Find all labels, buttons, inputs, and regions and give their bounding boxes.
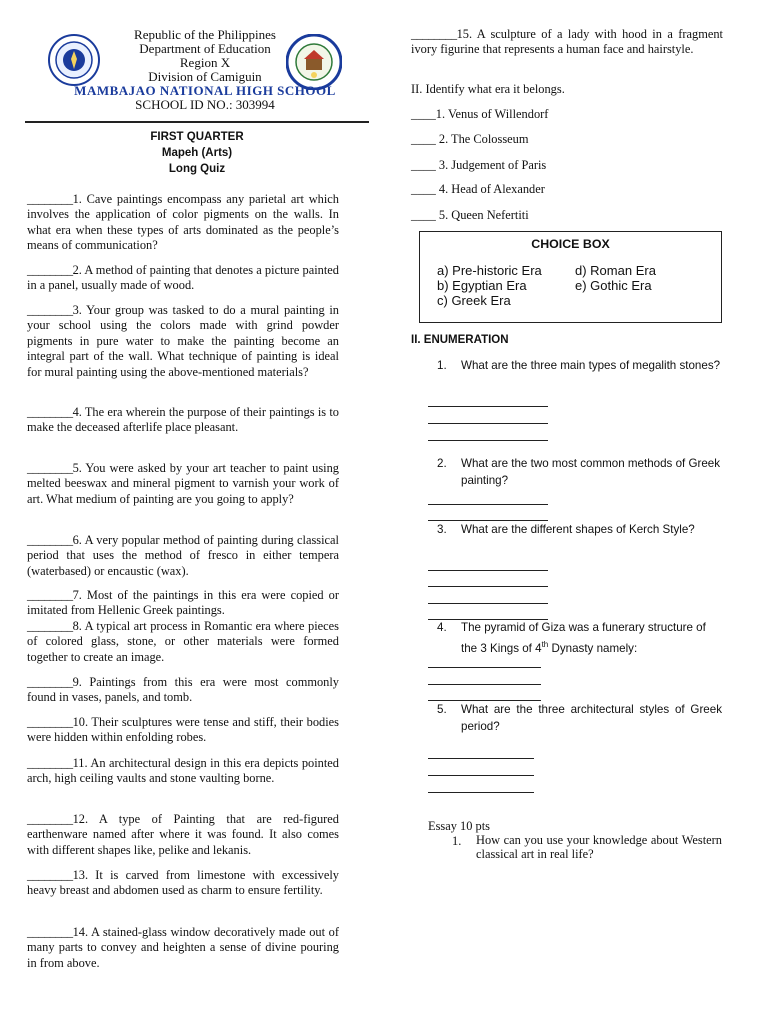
answer-line[interactable] — [428, 603, 548, 604]
answer-blank[interactable]: ________ — [27, 715, 73, 729]
subject-title: Mapeh (Arts) — [161, 147, 233, 159]
enum-text: What are the three main types of megalith stones? — [461, 359, 721, 372]
enum-item-3 — [437, 522, 722, 539]
answer-blank[interactable]: ________ — [27, 303, 73, 317]
question-6 — [27, 533, 339, 579]
answer-line[interactable] — [428, 775, 534, 776]
answer-blank[interactable]: ________ — [27, 925, 73, 939]
identify-item-1[interactable]: ____1. Venus of Willendorf — [411, 107, 549, 121]
answer-line[interactable] — [428, 700, 541, 701]
question-7 — [27, 588, 339, 619]
answer-line[interactable] — [428, 758, 534, 759]
question-12 — [27, 812, 339, 858]
choice-b: b) Egyptian Era — [437, 278, 527, 293]
question-text: 10. Their sculptures were tense and stiff, their bodies were hidden within enfolding robes. — [27, 715, 339, 745]
question-4 — [27, 405, 339, 436]
answer-blank[interactable]: ________ — [27, 263, 73, 277]
enum-text: What are the different shapes of Kerch Style? — [461, 523, 695, 536]
quarter-title: FIRST QUARTER — [150, 131, 244, 143]
school-id: SCHOOL ID NO.: 303994 — [135, 97, 275, 112]
essay-number: 1. — [452, 834, 462, 848]
question-text: 6. A very popular method of painting during classical period that uses the method of fresco in either tempera (waterbased) or encaustic (wax). — [27, 533, 339, 578]
question-text: 4. The era wherein the purpose of their paintings is to make the deceased afterlife place pleasant. — [27, 405, 339, 435]
question-text: 3. Your group was tasked to do a mural painting in your school using the colors made with grind powder pigments in pure water to make the painting become an integral part of the wall. What technique of painting is ideal for mural painting using the above-mentioned materials? — [27, 303, 339, 379]
question-text: 11. An architectural design in this era depicts pointed arch, high ceiling vaults and stone vaulting borne. — [27, 756, 339, 786]
answer-blank[interactable]: ________ — [27, 405, 73, 419]
enum-number: 4. — [437, 621, 447, 634]
choice-d: d) Roman Era — [575, 263, 656, 278]
question-10 — [27, 715, 339, 746]
answer-blank[interactable]: ________ — [27, 619, 73, 633]
enum-text-part: The pyramid of Giza was a funerary structure of the 3 Kings of 4 — [461, 621, 706, 655]
republic-line: Republic of the Philippines — [134, 27, 276, 42]
answer-line[interactable] — [428, 520, 548, 521]
ordinal-suffix: th — [541, 639, 549, 649]
region-line: Region X — [179, 55, 231, 70]
answer-line[interactable] — [428, 667, 541, 668]
enum-text: What are the two most common methods of Greek painting? — [461, 457, 721, 487]
enum-text-part: Dynasty namely: — [548, 641, 638, 655]
question-text: 14. A stained-glass window decoratively made out of many parts to convey and heighten a sense of divine pouring in from above. — [27, 925, 339, 970]
answer-blank[interactable]: ________ — [27, 812, 73, 826]
header — [0, 0, 380, 120]
question-9 — [27, 675, 339, 706]
enum-number: 2. — [437, 457, 447, 470]
question-13 — [27, 868, 339, 899]
question-1 — [27, 192, 339, 254]
answer-blank[interactable]: ________ — [27, 675, 73, 689]
enum-item-5 — [437, 702, 722, 735]
answer-blank[interactable]: ________ — [27, 461, 73, 475]
answer-line[interactable] — [428, 792, 534, 793]
department-line: Department of Education — [139, 41, 271, 56]
question-14 — [27, 925, 339, 971]
identify-item-5[interactable]: ____ 5. Queen Nefertiti — [411, 208, 529, 222]
question-2 — [27, 263, 339, 294]
answer-blank[interactable]: ________ — [27, 533, 73, 547]
header-divider — [25, 121, 369, 123]
answer-blank[interactable]: ________ — [27, 756, 73, 770]
question-text: 15. A sculpture of a lady with hood in a fragment ivory figurine that represents a human face and hairstyle. — [411, 27, 723, 57]
identify-heading: II. Identify what era it belongs. — [411, 82, 565, 96]
question-text: 5. You were asked by your art teacher to paint using melted beeswax and mineral pigment to varnish your work of art. What medium of painting are you going to apply? — [27, 461, 339, 506]
enum-number: 5. — [437, 703, 447, 716]
enum-text — [437, 620, 722, 657]
identify-item-4[interactable]: ____ 4. Head of Alexander — [411, 182, 545, 196]
answer-line[interactable] — [428, 684, 541, 685]
enum-item-1 — [437, 358, 722, 375]
choice-a: a) Pre-historic Era — [437, 263, 542, 278]
question-3 — [27, 303, 339, 380]
answer-line[interactable] — [428, 406, 548, 407]
essay-question: How can you use your knowledge about Western classical art in real life? — [476, 833, 722, 861]
question-text: 9. Paintings from this era were most commonly found in vases, panels, and tomb. — [27, 675, 339, 705]
enum-number: 3. — [437, 523, 447, 536]
choice-e: e) Gothic Era — [575, 278, 652, 293]
identify-item-2[interactable]: ____ 2. The Colosseum — [411, 132, 529, 146]
enum-number: 1. — [437, 359, 447, 372]
enum-text: What are the three architectural styles of Greek period? — [461, 703, 722, 733]
answer-line[interactable] — [428, 504, 548, 505]
division-line: Division of Camiguin — [148, 69, 262, 84]
identify-item-3[interactable]: ____ 3. Judgement of Paris — [411, 158, 547, 172]
answer-line[interactable] — [428, 440, 548, 441]
question-text: 12. A type of Painting that are red-figured earthenware named after where it was found. It also comes with different shapes like, pelike and lekanis. — [27, 812, 339, 857]
question-15 — [411, 27, 723, 58]
answer-blank[interactable]: ________ — [27, 868, 73, 882]
question-text: 1. Cave paintings encompass any parietal art which involves the application of color pigments on the walls. In what era when these types of arts dominated as the people’s means of communication? — [27, 192, 339, 253]
answer-blank[interactable]: ________ — [27, 192, 73, 206]
question-8 — [27, 619, 339, 665]
enum-item-4 — [437, 620, 722, 657]
question-text: 13. It is carved from limestone with excessively heavy breast and abdomen used as charm to ensure fertility. — [27, 868, 339, 898]
choice-c: c) Greek Era — [437, 293, 511, 308]
answer-line[interactable] — [428, 570, 548, 571]
answer-blank[interactable]: ________ — [411, 27, 457, 41]
answer-line[interactable] — [428, 586, 548, 587]
essay-title: Essay 10 pts — [428, 819, 490, 833]
question-text: 8. A typical art process in Romantic era where pieces of colored glass, stone, or other materials were formed together to create an image. — [27, 619, 339, 664]
question-text: 2. A method of painting that denotes a picture painted in a panel, usually made of wood. — [27, 263, 339, 293]
choice-box — [419, 231, 722, 323]
question-11 — [27, 756, 339, 787]
question-5 — [27, 461, 339, 507]
answer-line[interactable] — [428, 423, 548, 424]
question-text: 7. Most of the paintings in this era were copied or imitated from Hellenic Greek paintings. — [27, 588, 339, 618]
quiz-title: Long Quiz — [168, 163, 226, 175]
answer-blank[interactable]: ________ — [27, 588, 73, 602]
enumeration-heading: II. ENUMERATION — [411, 334, 509, 346]
enum-item-2 — [437, 456, 722, 489]
choice-box-title: CHOICE BOX — [531, 237, 610, 251]
school-name: MAMBAJAO NATIONAL HIGH SCHOOL — [74, 83, 336, 98]
